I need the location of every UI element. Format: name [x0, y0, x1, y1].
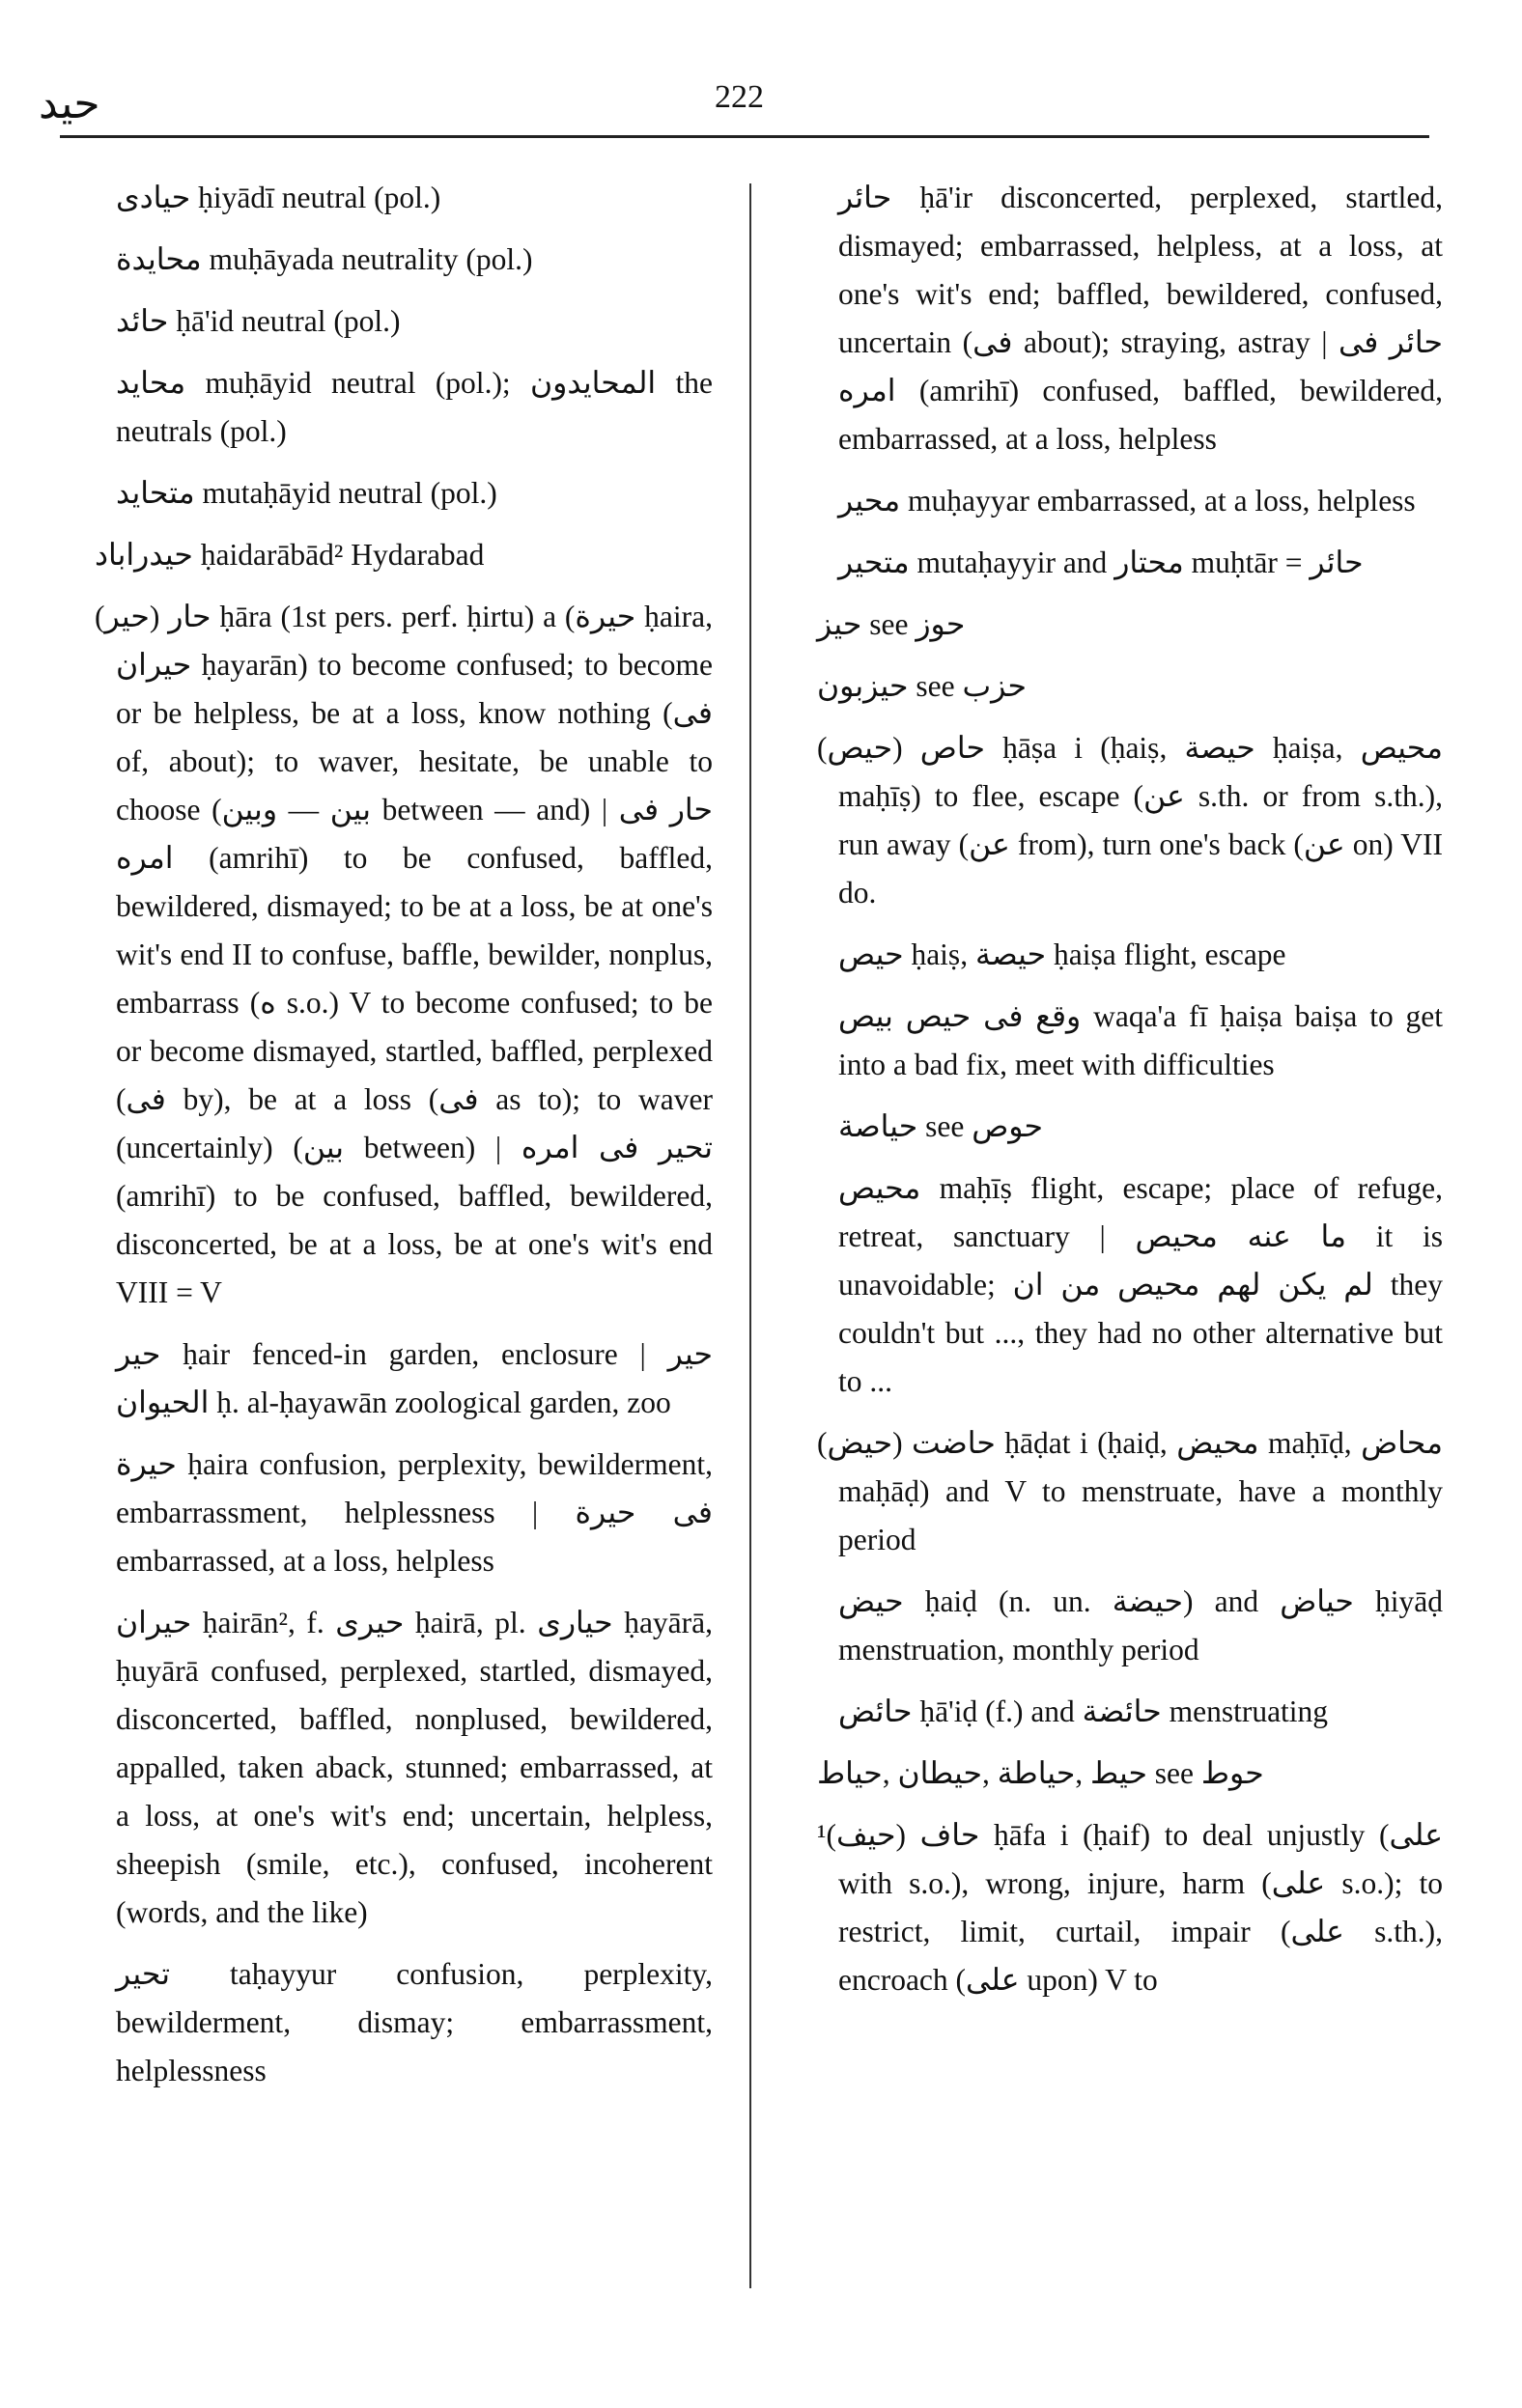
dictionary-entry: حيزبون see حزب — [817, 669, 1028, 703]
dictionary-entry: متحير mutaḥayyir and محتار muḥtār = حائر — [838, 546, 1364, 579]
page-number: 222 — [715, 79, 764, 115]
header-rule — [60, 135, 1429, 138]
dictionary-entry: ¹(حيف) حاف ḥāfa i (ḥaif) to deal unjustly (على with s.o.), wrong, injure, harm (على s.o.); to restrict, limit, curtail, impair (على s.th.), encroach (على upon) V to — [817, 1818, 1444, 1997]
column-divider — [749, 183, 751, 2288]
running-head-word: حيد — [39, 80, 100, 127]
dictionary-entry: (حير) حار ḥāra (1st pers. perf. ḥirtu) a (حيرة ḥaira, حيران ḥayarān) to become confused; to become or be helpless, be at a loss, know nothing (فى of, about); to waver, hesitate, be unable to choose (بين — وبين between — and) | حار فى امره (amrihī) to be confused, baffled, bewildered, dismayed; to be at a loss, be at one's wit's end II to confuse, baffle, bewilder, nonplus, embarrass (ه s.o.) V to become confused; to be or become dismayed, startled, baffled, perplexed (فى by), be at a loss (فى as to); to waver (uncertainly) (بين between) | تحير فى امره (amrihī) to be confused, baffled, bewildered, disconcerted, be at a loss, be at one's wit's end VIII = V — [95, 600, 713, 1309]
dictionary-entry: حيض ḥaiḍ (n. un. حيضة) and حياض ḥiyāḍ menstruation, monthly period — [838, 1584, 1443, 1666]
dictionary-entry: حير ḥair fenced-in garden, enclosure | حير الحيوان ḥ. al-ḥayawān zoological garden, zoo — [116, 1337, 713, 1419]
dictionary-entry: متحايد mutaḥāyid neutral (pol.) — [116, 476, 497, 510]
dictionary-entry: حيز see حوز — [817, 607, 966, 641]
dictionary-entry: حيرة ḥaira confusion, perplexity, bewilderment, embarrassment, helplessness | فى حيرة embarrassed, at a loss, helpless — [116, 1447, 713, 1578]
dictionary-entry: حيران ḥairān², f. حيرى ḥairā, pl. حيارى ḥayārā, ḥuyārā confused, perplexed, startled, dismayed, disconcerted, baffled, nonplused, bewildered, appalled, taken aback, stunned; embarrassed, at a loss, at one's wit's end; uncertain, helpless, sheepish (smile, etc.), confused, incoherent (words, and the like) — [116, 1606, 714, 1929]
dictionary-entry: محايد muḥāyid neutral (pol.); المحايدون the neutrals (pol.) — [116, 366, 713, 448]
dictionary-entry: حيدراباد ḥaidarābād² Hydarabad — [95, 538, 485, 572]
dictionary-entry: محير muḥayyar embarrassed, at a loss, helpless — [838, 484, 1416, 518]
dictionary-entry: حياصة see حوص — [838, 1109, 1044, 1143]
dictionary-entry: وقع فى حيص بيص waqa'a fī ḥaiṣa baiṣa to get into a bad fix, meet with difficulties — [838, 999, 1444, 1081]
right-column — [817, 174, 1443, 2018]
dictionary-entry: تحير taḥayyur confusion, perplexity, bewilderment, dismay; embarrassment, helplessness — [116, 1957, 713, 2087]
dictionary-entry: (حيض) حاضت ḥāḍat i (ḥaiḍ, محيض maḥīḍ, محاض maḥāḍ) and V to menstruate, have a monthly period — [817, 1426, 1443, 1556]
dictionary-entry: حيص ḥaiṣ, حيصة ḥaiṣa flight, escape — [838, 938, 1286, 971]
dictionary-entry: حائض ḥā'iḍ (f.) and حائضة menstruating — [838, 1694, 1329, 1728]
dictionary-entry: حائد ḥā'id neutral (pol.) — [116, 304, 401, 338]
dictionary-entry: محيص maḥīṣ flight, escape; place of refuge, retreat, sanctuary | ما عنه محيص it is unavoidable; لم يكن لهم محيص من ان they couldn't but ..., they had no other alternative but to ... — [838, 1171, 1443, 1398]
dictionary-entry: (حيص) حاص ḥāṣa i (ḥaiṣ, حيصة ḥaiṣa, محيص maḥīṣ) to flee, escape (عن s.th. or from s.th.), run away (عن from), turn one's back (عن on) VII do. — [817, 731, 1443, 910]
dictionary-entry: حيط ,حياطة ,حيطان ,حياط see حوط — [817, 1756, 1264, 1790]
left-column — [95, 174, 713, 2109]
dictionary-entry: حائر ḥā'ir disconcerted, perplexed, startled, dismayed; embarrassed, helpless, at a loss, at one's wit's end; baffled, bewildered, confused, uncertain (فى about); straying, astray | حائر فى امره (amrihī) confused, baffled, bewildered, embarrassed, at a loss, helpless — [838, 181, 1443, 456]
dictionary-entry: حيادى ḥiyādī neutral (pol.) — [116, 181, 441, 214]
dictionary-entry: محايدة muḥāyada neutrality (pol.) — [116, 242, 533, 276]
